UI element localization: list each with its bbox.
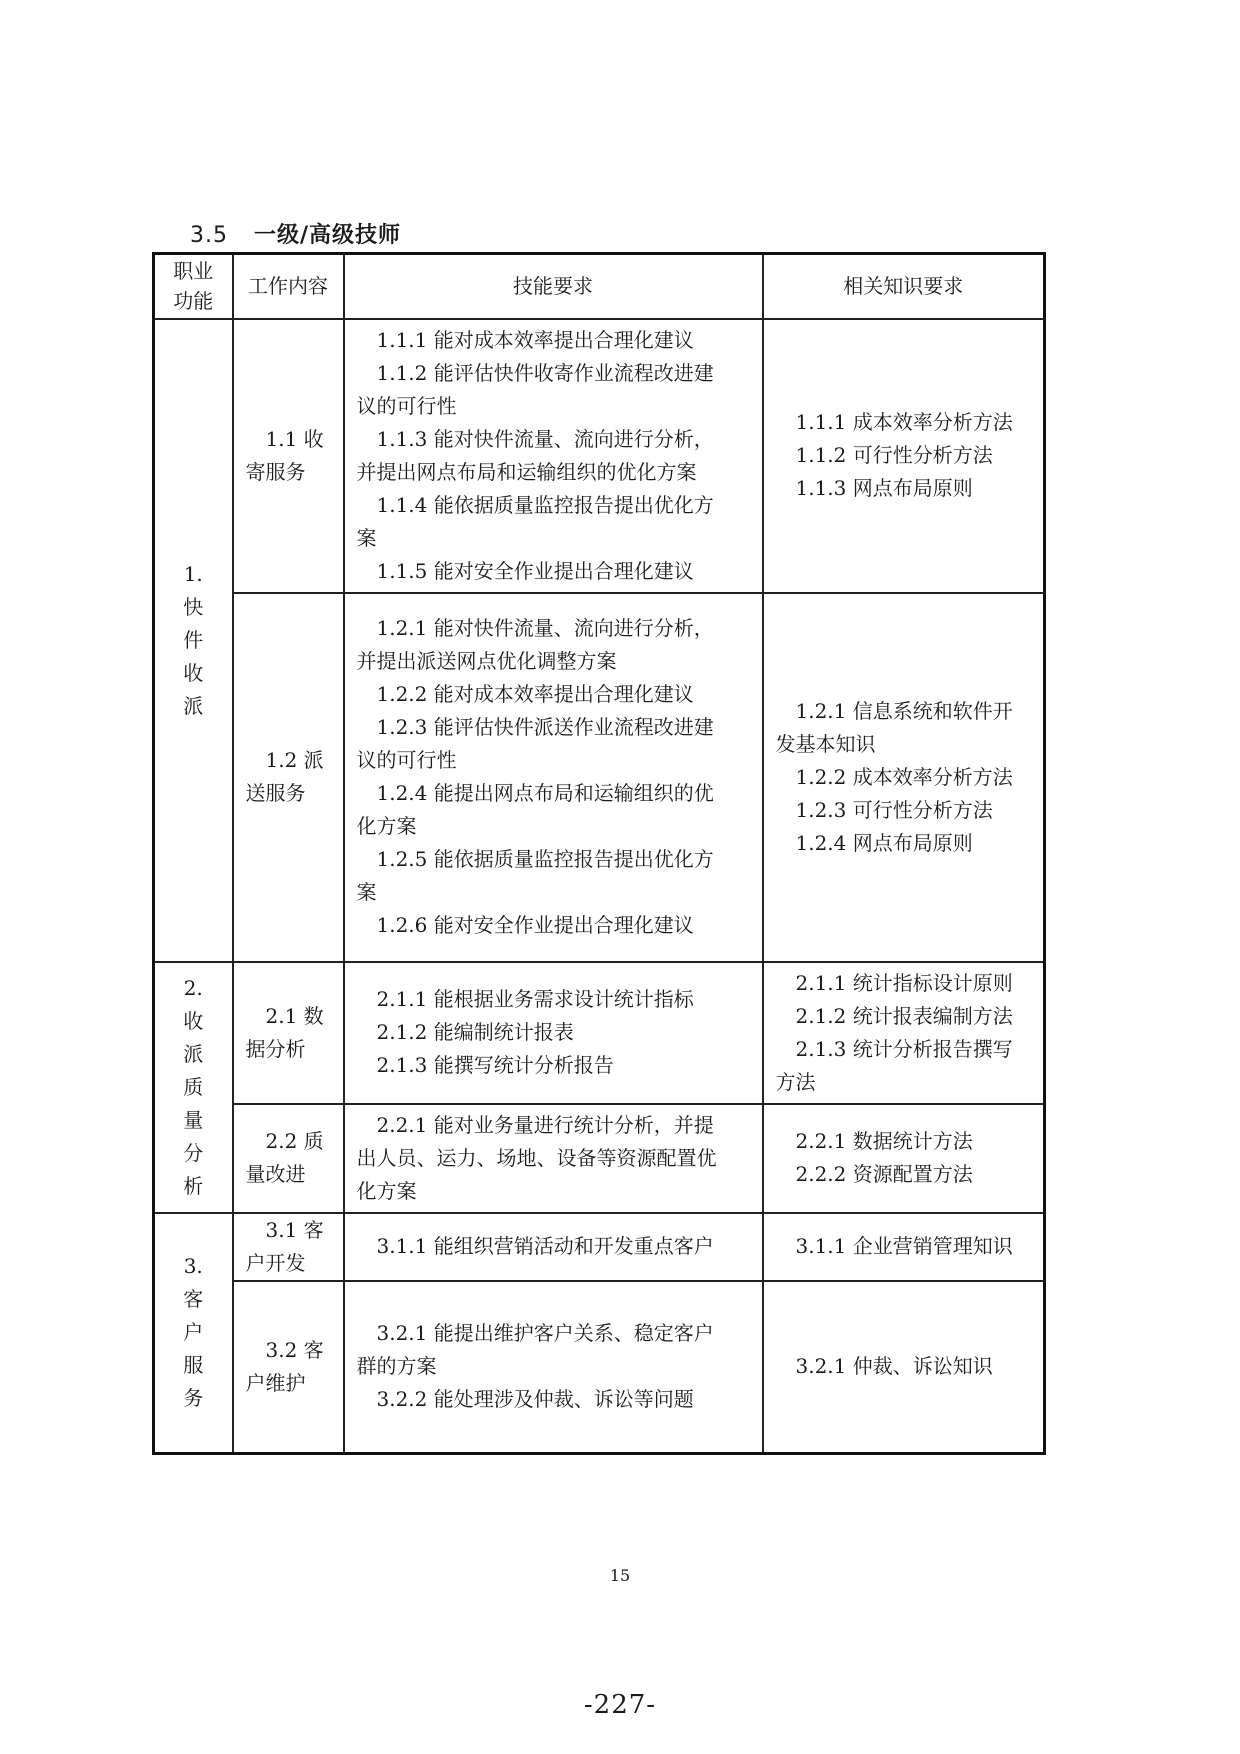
function-cell: 3. 客 户 服 务 [154, 1213, 233, 1454]
work-content-cell: 2.1 数 据分析 [233, 962, 344, 1104]
skill-requirement-cell: 3.1.1 能组织营销活动和开发重点客户 [344, 1213, 763, 1281]
work-content-cell: 1.1 收 寄服务 [233, 319, 344, 593]
header-knowledge: 相关知识要求 [763, 254, 1045, 319]
work-content-cell: 2.2 质 量改进 [233, 1104, 344, 1213]
section-title: 一级/高级技师 [254, 223, 402, 248]
section-number: 3.5 [190, 223, 228, 248]
section-heading [190, 218, 401, 249]
skills-table [152, 252, 1046, 1455]
table-row [154, 962, 1045, 1104]
knowledge-requirement-cell: 2.1.1 统计指标设计原则 2.1.2 统计报表编制方法 2.1.3 统计分析报告撰写 方法 [763, 962, 1045, 1104]
knowledge-requirement-cell: 3.2.1 仲裁、诉讼知识 [763, 1281, 1045, 1454]
table-header-row [154, 254, 1045, 319]
table-row [154, 1213, 1045, 1281]
function-cell: 1. 快 件 收 派 [154, 319, 233, 962]
header-skill: 技能要求 [344, 254, 763, 319]
work-content-cell: 3.2 客 户维护 [233, 1281, 344, 1454]
skill-requirement-cell: 3.2.1 能提出维护客户关系、稳定客户 群的方案 3.2.2 能处理涉及仲裁、诉讼等问题 [344, 1281, 763, 1454]
skill-requirement-cell: 1.2.1 能对快件流量、流向进行分析， 并提出派送网点优化调整方案 1.2.2 能对成本效率提出合理化建议 1.2.3 能评估快件派送作业流程改进建 议的可行性 1.2.4 能提出网点布局和运输组织的优 化方案 1.2.5 能依据质量监控报告提出优化方 案 1.2.6 能对安全作业提出合理化建议 [344, 593, 763, 962]
table-row [154, 1281, 1045, 1454]
header-function: 职业 功能 [154, 254, 233, 319]
skill-requirement-cell: 2.1.1 能根据业务需求设计统计指标 2.1.2 能编制统计报表 2.1.3 能撰写统计分析报告 [344, 962, 763, 1104]
header-work: 工作内容 [233, 254, 344, 319]
knowledge-requirement-cell: 1.1.1 成本效率分析方法 1.1.2 可行性分析方法 1.1.3 网点布局原则 [763, 319, 1045, 593]
work-content-cell: 1.2 派 送服务 [233, 593, 344, 962]
global-page-number: -227- [583, 1690, 657, 1720]
table-body [154, 319, 1045, 1454]
page-number: 15 [609, 1566, 631, 1585]
function-cell: 2. 收 派 质 量 分 析 [154, 962, 233, 1213]
skill-requirement-cell: 2.2.1 能对业务量进行统计分析，并提 出人员、运力、场地、设备等资源配置优 化方案 [344, 1104, 763, 1213]
table-row [154, 319, 1045, 593]
table-row [154, 593, 1045, 962]
knowledge-requirement-cell: 1.2.1 信息系统和软件开 发基本知识 1.2.2 成本效率分析方法 1.2.3 可行性分析方法 1.2.4 网点布局原则 [763, 593, 1045, 962]
knowledge-requirement-cell: 2.2.1 数据统计方法 2.2.2 资源配置方法 [763, 1104, 1045, 1213]
skill-requirement-cell: 1.1.1 能对成本效率提出合理化建议 1.1.2 能评估快件收寄作业流程改进建 议的可行性 1.1.3 能对快件流量、流向进行分析， 并提出网点布局和运输组织的优化方案 1.1.4 能依据质量监控报告提出优化方 案 1.1.5 能对安全作业提出合理化建议 [344, 319, 763, 593]
work-content-cell: 3.1 客 户开发 [233, 1213, 344, 1281]
knowledge-requirement-cell: 3.1.1 企业营销管理知识 [763, 1213, 1045, 1281]
table-row [154, 1104, 1045, 1213]
